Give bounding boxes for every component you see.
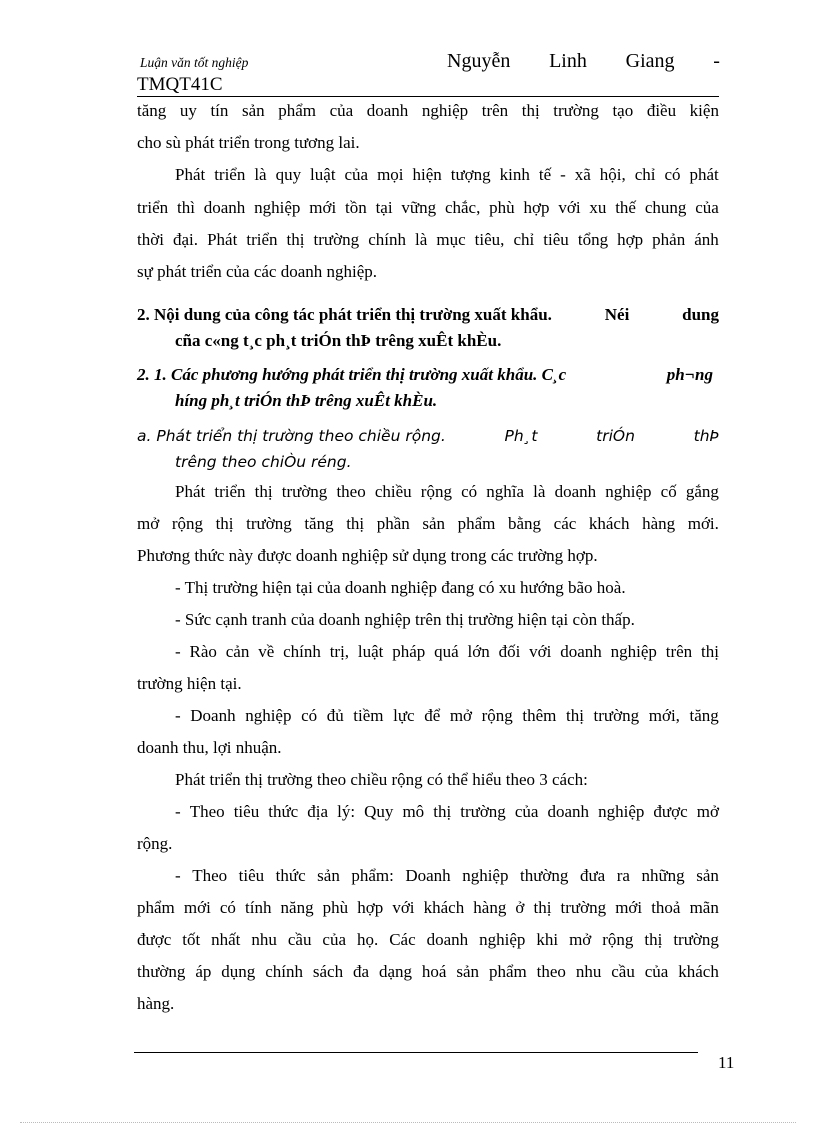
word: bằng: [508, 514, 542, 533]
word: lực: [393, 706, 415, 725]
word: thị: [346, 514, 365, 533]
word: tốt: [182, 930, 201, 949]
word: mới: [309, 198, 337, 217]
word: địa: [307, 802, 329, 821]
word: pháp: [392, 642, 426, 661]
word: thị: [433, 802, 452, 821]
word: Theo: [189, 802, 225, 821]
word: rộng: [420, 482, 452, 501]
word: thị: [533, 898, 552, 917]
bullet-item: - Thị trường hiện tại của doanh nghiệp đang có xu hướng bão hoà.: [175, 578, 626, 597]
word: dạng: [378, 962, 413, 981]
author-part: Nguyễn: [447, 50, 511, 72]
word: luật: [357, 642, 384, 661]
page-number: 11: [718, 1053, 735, 1072]
word: sản: [241, 101, 265, 120]
word: tiềm: [353, 706, 384, 725]
word: chỉ: [513, 230, 535, 249]
word: được: [137, 930, 172, 949]
bullet-item: [175, 641, 719, 663]
word: tăng: [689, 706, 719, 725]
word: Theo: [192, 866, 228, 885]
word: có: [664, 165, 681, 184]
text-line: Phương thức này được doanh nghiệp sử dụng trong các trường hợp.: [137, 546, 598, 565]
word: hợp: [523, 198, 550, 217]
word: sản: [317, 866, 340, 885]
word: phù: [322, 898, 349, 917]
word: -: [175, 706, 181, 725]
word: chung: [644, 198, 687, 217]
word: doanh: [560, 642, 602, 661]
word: để: [424, 706, 441, 725]
author-part: Linh: [549, 50, 587, 72]
word: kiện: [689, 101, 719, 120]
section-heading: cña c«ng t¸c ph¸t triÓn thÞ trêng xuÊt khÈu.: [175, 331, 502, 350]
word: nghiệp: [254, 198, 301, 217]
word: nghiệp: [605, 482, 652, 501]
word: rộng: [171, 514, 203, 533]
word: trên: [481, 101, 509, 120]
word: với: [529, 642, 552, 661]
word: lý:: [337, 802, 356, 821]
word: thị: [521, 101, 540, 120]
word: nghiệp: [479, 930, 526, 949]
word: có: [219, 898, 236, 917]
word: họ.: [356, 930, 379, 949]
word: trường: [281, 482, 328, 501]
word: phát: [689, 165, 719, 184]
text-line: [137, 197, 719, 219]
subsubsection-heading: [137, 425, 719, 447]
word: phù: [489, 198, 515, 217]
word: triển: [214, 165, 246, 184]
word: mở: [696, 802, 719, 821]
word: kinh: [499, 165, 530, 184]
bullet-item: - Sức cạnh tranh của doanh nghiệp trên thị trường hiện tại còn thấp.: [175, 610, 635, 629]
word: là: [254, 165, 267, 184]
word: của: [329, 101, 354, 120]
word: xu: [589, 198, 607, 217]
word: 2. Nội dung của công tác phát triển thị trường xuất khẩu.: [137, 305, 552, 324]
word: Các: [389, 930, 416, 949]
word: thị: [701, 642, 719, 661]
word: có: [461, 482, 478, 501]
word: phẩm: [488, 962, 527, 981]
word: thường: [520, 866, 569, 885]
word: quy: [275, 165, 302, 184]
word: a. Phát triển thị trường theo chiều rộng.: [137, 427, 446, 445]
text-line: [137, 961, 719, 983]
word: quá: [434, 642, 459, 661]
word: mới: [615, 898, 643, 917]
word: của: [344, 165, 369, 184]
word: đưa: [579, 866, 606, 885]
word: mọi: [377, 165, 404, 184]
word: đủ: [326, 706, 344, 725]
author-name: [447, 50, 720, 73]
subsection-heading: híng ph¸t triÓn thÞ trêng xuÊt khÈu.: [175, 391, 438, 410]
word: cầu: [611, 962, 635, 981]
word: hợp: [617, 230, 644, 249]
word: hội,: [599, 165, 626, 184]
word: là: [415, 230, 428, 249]
word: Quy: [364, 802, 394, 821]
word: thÞ: [693, 427, 719, 445]
word: thị: [215, 514, 234, 533]
thesis-label: Luận văn tốt nghiệp: [140, 55, 249, 70]
word: doanh: [203, 198, 246, 217]
word: đa: [353, 962, 370, 981]
text-line: rộng.: [137, 834, 173, 853]
word: của: [695, 198, 719, 217]
class-code: TMQT41C: [137, 74, 223, 95]
word: uy: [179, 101, 197, 120]
footer-rule: [134, 1052, 698, 1053]
word: trường: [673, 930, 719, 949]
word: của: [644, 962, 669, 981]
word: tiêu: [233, 802, 260, 821]
word: điều: [646, 101, 677, 120]
word: sản: [696, 866, 719, 885]
word: ở: [515, 898, 525, 917]
subsubsection-heading: trêng theo chiÒu réng.: [175, 453, 352, 471]
word: Doanh: [190, 706, 236, 725]
text-line: hàng.: [137, 994, 175, 1013]
word: trường: [246, 514, 292, 533]
word: của: [514, 802, 539, 821]
word: gắng: [685, 482, 719, 501]
word: ph¬ng: [666, 365, 713, 384]
word: năng: [280, 898, 314, 917]
word: với: [558, 198, 581, 217]
word: hàng: [473, 898, 507, 917]
word: thị: [566, 706, 584, 725]
word: mô: [402, 802, 425, 821]
word: phẩm: [278, 101, 316, 120]
author-part: -: [713, 50, 720, 72]
word: Doanh: [405, 866, 451, 885]
word: với: [392, 898, 415, 917]
word: về: [258, 642, 275, 661]
word: triển: [214, 482, 246, 501]
word: doanh: [426, 930, 469, 949]
word: khách: [588, 514, 630, 533]
word: cản: [225, 642, 250, 661]
word: tính: [245, 898, 272, 917]
word: tồn: [345, 198, 367, 217]
word: chiều: [374, 482, 412, 501]
word: Phát: [207, 230, 238, 249]
word: phẩm: [457, 514, 496, 533]
word: thường: [137, 962, 186, 981]
text-line: [137, 897, 719, 919]
word: thị: [286, 230, 305, 249]
bullet-item: [175, 705, 719, 727]
word: tại: [375, 198, 393, 217]
word: mục: [436, 230, 466, 249]
text-line: [175, 164, 719, 186]
word: thời: [137, 230, 164, 249]
word: thêm: [522, 706, 557, 725]
word: tế: [538, 165, 552, 184]
text-line: [137, 513, 719, 535]
word: Rào: [189, 642, 217, 661]
word: 2. 1. Các phương hướng phát triển thị trường xuất khẩu. C¸c: [137, 365, 567, 384]
text-line: Phát triển thị trường theo chiều rộng có thể hiểu theo 3 cách:: [175, 770, 588, 789]
word: -: [175, 642, 181, 661]
section-heading: [137, 304, 719, 326]
word: theo: [336, 482, 366, 501]
word: trị,: [329, 642, 350, 661]
word: tín: [210, 101, 229, 120]
word: trường: [553, 101, 599, 120]
word: thức: [268, 802, 299, 821]
word: theo: [536, 962, 566, 981]
text-line: sự phát triển của các doanh nghiệp.: [137, 262, 378, 281]
word: luật: [310, 165, 336, 184]
word: dung: [682, 305, 719, 324]
word: áp: [195, 962, 212, 981]
word: các: [553, 514, 577, 533]
word: trường: [313, 230, 360, 249]
word: là: [533, 482, 546, 501]
word: sách: [312, 962, 344, 981]
word: Ph¸t: [504, 427, 538, 445]
word: doanh: [554, 482, 597, 501]
word: dụng: [221, 962, 256, 981]
word: thế: [615, 198, 636, 217]
word: nghiệp: [598, 802, 645, 821]
word: triển: [137, 198, 169, 217]
word: mới.: [687, 514, 719, 533]
word: thoả: [651, 898, 681, 917]
word: doanh: [366, 101, 409, 120]
word: sản: [456, 962, 480, 981]
word: mở: [137, 514, 160, 533]
word: khách: [678, 962, 719, 981]
word: tiêu: [238, 866, 265, 885]
text-line: doanh thu, lợi nhuận.: [137, 738, 282, 757]
word: mãn: [689, 898, 719, 917]
word: có: [301, 706, 318, 725]
word: ra: [616, 866, 630, 885]
word: Néi: [604, 305, 630, 324]
text-line: [137, 100, 719, 122]
text-line: cho sù phát triển trong tương lai.: [137, 133, 360, 152]
word: vững: [401, 198, 437, 217]
word: hiện: [412, 165, 442, 184]
word: ánh: [694, 230, 719, 249]
word: hợp: [357, 898, 384, 917]
word: tăng: [137, 101, 167, 120]
word: khách: [423, 898, 465, 917]
word: phẩm:: [351, 866, 394, 885]
word: doanh: [547, 802, 590, 821]
word: mở: [449, 706, 473, 725]
word: khi: [536, 930, 559, 949]
word: những: [641, 866, 685, 885]
word: tổng: [577, 230, 609, 249]
word: tạo: [612, 101, 634, 120]
word: rộng: [481, 706, 513, 725]
word: nghiệp: [610, 642, 657, 661]
word: rộng: [602, 930, 634, 949]
word: trên: [665, 642, 693, 661]
word: triển: [246, 230, 278, 249]
text-line: [175, 481, 719, 503]
word: phản: [652, 230, 686, 249]
word: đại.: [172, 230, 199, 249]
word: cố: [660, 482, 677, 501]
word: nghiệp: [245, 706, 292, 725]
word: -: [560, 165, 566, 184]
word: thì: [176, 198, 195, 217]
word: nghĩa: [486, 482, 525, 501]
bullet-item: [175, 801, 719, 823]
word: tượng: [450, 165, 491, 184]
word: phẩm: [137, 898, 175, 917]
word: nghiệp: [421, 101, 469, 120]
word: thị: [644, 930, 663, 949]
word: xã: [574, 165, 591, 184]
word: mới: [183, 898, 211, 917]
word: lớn: [467, 642, 490, 661]
word: trường: [593, 706, 640, 725]
word: chính: [368, 230, 406, 249]
subsection-heading: [137, 364, 713, 386]
text-line: [137, 229, 719, 251]
word: của: [322, 930, 347, 949]
text-line: [137, 929, 719, 951]
word: triÓn: [596, 427, 635, 445]
word: mở: [569, 930, 592, 949]
word: thức: [275, 866, 306, 885]
word: Phát: [175, 165, 206, 184]
word: được: [653, 802, 688, 821]
word: chính: [265, 962, 303, 981]
word: chỉ: [634, 165, 656, 184]
word: phần: [376, 514, 410, 533]
author-part: Giang: [625, 50, 675, 72]
word: nhu: [575, 962, 602, 981]
text-line: trường hiện tại.: [137, 674, 242, 693]
word: thị: [254, 482, 273, 501]
header-rule: [137, 96, 719, 97]
word: nghiệp: [462, 866, 509, 885]
word: sản: [422, 514, 446, 533]
word: trường: [560, 898, 607, 917]
word: hoá: [421, 962, 447, 981]
word: -: [175, 802, 181, 821]
word: nhất: [211, 930, 241, 949]
word: chắc,: [444, 198, 481, 217]
word: Phát: [175, 482, 206, 501]
word: hàng: [642, 514, 676, 533]
word: tiêu,: [474, 230, 505, 249]
bullet-item: [175, 865, 719, 887]
word: -: [175, 866, 181, 885]
word: đối: [498, 642, 521, 661]
word: trường: [460, 802, 506, 821]
word: mới,: [648, 706, 680, 725]
word: tiêu: [543, 230, 569, 249]
word: cầu: [287, 930, 312, 949]
word: chính: [283, 642, 321, 661]
word: nhu: [251, 930, 277, 949]
word: tăng: [304, 514, 334, 533]
